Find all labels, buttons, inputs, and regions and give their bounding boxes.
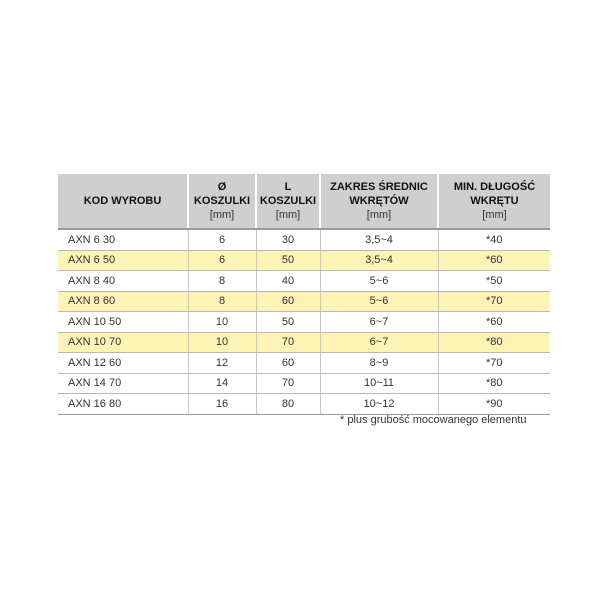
table-row [58, 229, 550, 250]
cell-length: 70 [256, 332, 320, 353]
cell-length: 80 [256, 394, 320, 415]
cell-min-length: *80 [438, 332, 550, 353]
cell-min-length: *80 [438, 373, 550, 394]
cell-screw-range: 3,5~4 [320, 229, 438, 250]
header-unit: [mm] [482, 209, 507, 221]
table-row [58, 250, 550, 271]
cell-code: AXN 16 80 [58, 394, 188, 415]
cell-diameter: 6 [188, 250, 256, 271]
cell-diameter: 8 [188, 271, 256, 292]
cell-length: 60 [256, 353, 320, 374]
table-row [58, 373, 550, 394]
header-title: L KOSZULKI [259, 181, 317, 207]
cell-diameter: 10 [188, 332, 256, 353]
cell-diameter: 6 [188, 229, 256, 250]
cell-min-length: *40 [438, 229, 550, 250]
header-title: Ø KOSZULKI [193, 181, 251, 207]
cell-length: 60 [256, 291, 320, 312]
cell-length: 50 [256, 250, 320, 271]
cell-screw-range: 10~12 [320, 394, 438, 415]
footnote: * plus grubość mocowanego elementu [340, 414, 527, 426]
cell-diameter: 12 [188, 353, 256, 374]
cell-diameter: 16 [188, 394, 256, 415]
cell-screw-range: 8~9 [320, 353, 438, 374]
header-unit: [mm] [366, 209, 392, 221]
header-title: MIN. DŁUGOŚĆ WKRĘTU [453, 181, 536, 207]
cell-screw-range: 5~6 [320, 271, 438, 292]
cell-diameter: 8 [188, 291, 256, 312]
cell-screw-range: 6~7 [320, 312, 438, 333]
cell-min-length: *60 [438, 312, 550, 333]
cell-min-length: *70 [438, 353, 550, 374]
cell-length: 50 [256, 312, 320, 333]
cell-screw-range: 3,5~4 [320, 250, 438, 271]
table-row [58, 394, 550, 415]
cell-length: 30 [256, 229, 320, 250]
header-title: ZAKRES ŚREDNIC WKRĘTÓW [330, 181, 428, 207]
table-header-row [58, 174, 550, 229]
cell-code: AXN 14 70 [58, 373, 188, 394]
header-title: KOD WYROBU [83, 195, 162, 207]
table-row [58, 353, 550, 374]
product-table-container [58, 174, 550, 415]
header-unit: [mm] [275, 209, 301, 221]
header-min-screw-length [438, 174, 550, 229]
cell-code: AXN 10 70 [58, 332, 188, 353]
cell-code: AXN 8 60 [58, 291, 188, 312]
cell-screw-range: 10~11 [320, 373, 438, 394]
cell-length: 40 [256, 271, 320, 292]
cell-code: AXN 10 50 [58, 312, 188, 333]
header-sleeve-diameter [188, 174, 256, 229]
cell-diameter: 10 [188, 312, 256, 333]
cell-min-length: *60 [438, 250, 550, 271]
product-table [58, 174, 550, 415]
cell-code: AXN 6 50 [58, 250, 188, 271]
cell-diameter: 14 [188, 373, 256, 394]
header-unit: [mm] [209, 209, 235, 221]
header-product-code [58, 174, 188, 229]
table-row [58, 312, 550, 333]
cell-min-length: *70 [438, 291, 550, 312]
cell-length: 70 [256, 373, 320, 394]
cell-screw-range: 6~7 [320, 332, 438, 353]
cell-code: AXN 6 30 [58, 229, 188, 250]
cell-min-length: *90 [438, 394, 550, 415]
header-sleeve-length [256, 174, 320, 229]
table-row [58, 291, 550, 312]
cell-screw-range: 5~6 [320, 291, 438, 312]
cell-code: AXN 12 60 [58, 353, 188, 374]
cell-min-length: *50 [438, 271, 550, 292]
table-row [58, 271, 550, 292]
header-screw-diameter-range [320, 174, 438, 229]
table-row [58, 332, 550, 353]
cell-code: AXN 8 40 [58, 271, 188, 292]
